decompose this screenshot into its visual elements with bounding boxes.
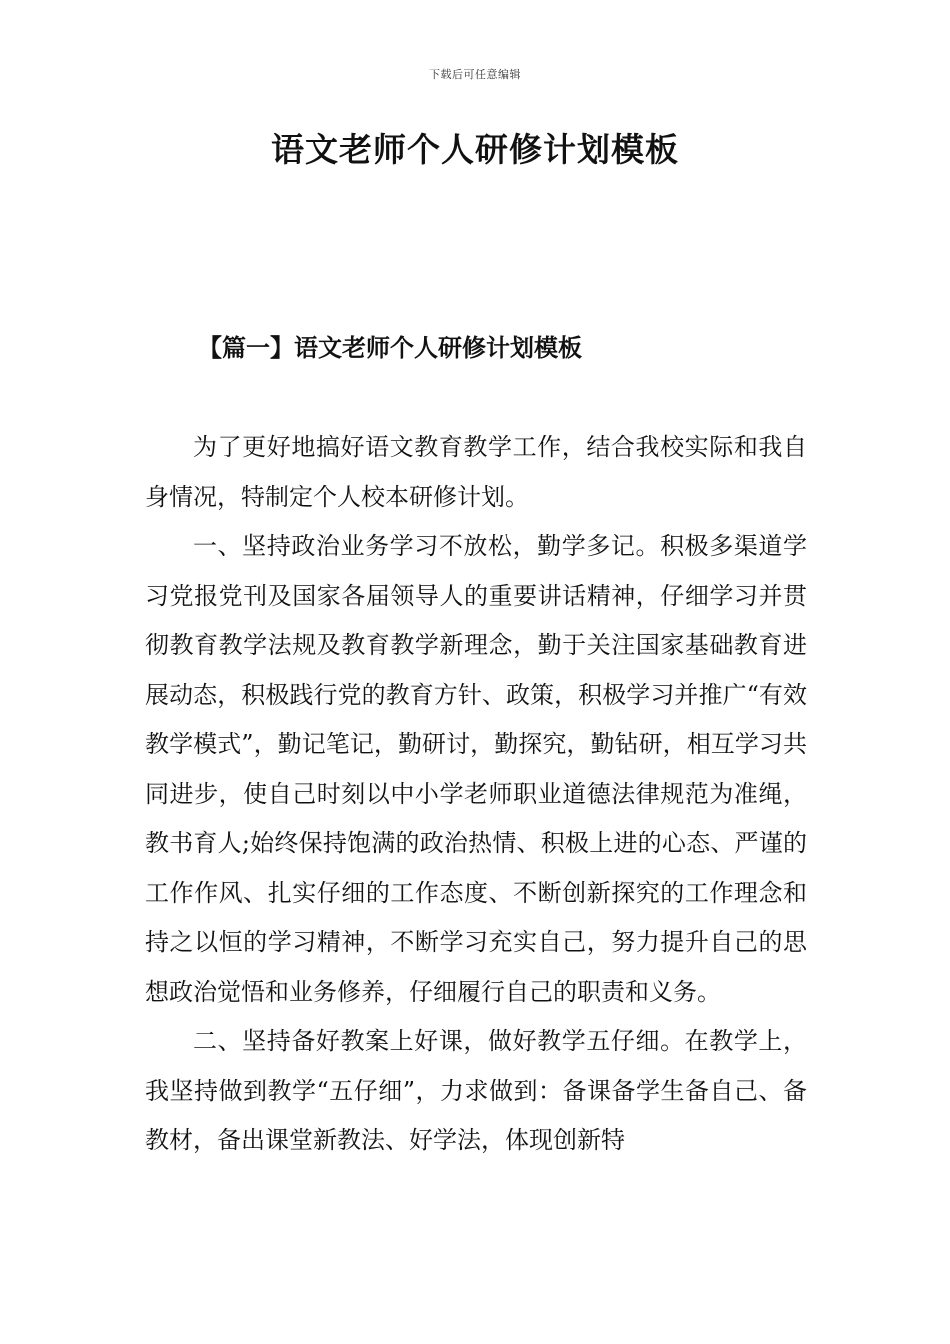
section-heading: 【篇一】语文老师个人研修计划模板 <box>198 333 582 362</box>
header-note: 下载后可任意编辑 <box>429 68 521 81</box>
document-title: 语文老师个人研修计划模板 <box>271 130 679 169</box>
document-body <box>145 423 807 1166</box>
paragraph-intro: 为了更好地搞好语文教育教学工作，结合我校实际和我自身情况，特制定个人校本研修计划。 <box>145 433 807 511</box>
paragraph-point-one: 一、坚持政治业务学习不放松，勤学多记。积极多渠道学习党报党刊及国家各届领导人的重要讲话精神，仔细学习并贯彻教育教学法规及教育教学新理念，勤于关注国家基础教育进展动态，积极践行党的教育方针、政策，积极学习并推广“有效教学模式”，勤记笔记，勤研讨，勤探究，勤钻研，相互学习共同进步，使自己时刻以中小学老师职业道德法律规范为准绳，教书育人;始终保持饱满的政治热情、积极上进的心态、严谨的工作作风、扎实仔细的工作态度、不断创新探究的工作理念和持之以恒的学习精神，不断学习充实自己，努力提升自己的思想政治觉悟和业务修养，仔细履行自己的职责和义务。 <box>145 532 807 1006</box>
paragraph-point-two: 二、坚持备好教案上好课，做好教学五仔细。在教学上，我坚持做到教学“五仔细”，力求做到：备课备学生备自己、备教材，备出课堂新教法、好学法，体现创新特 <box>145 1027 807 1154</box>
